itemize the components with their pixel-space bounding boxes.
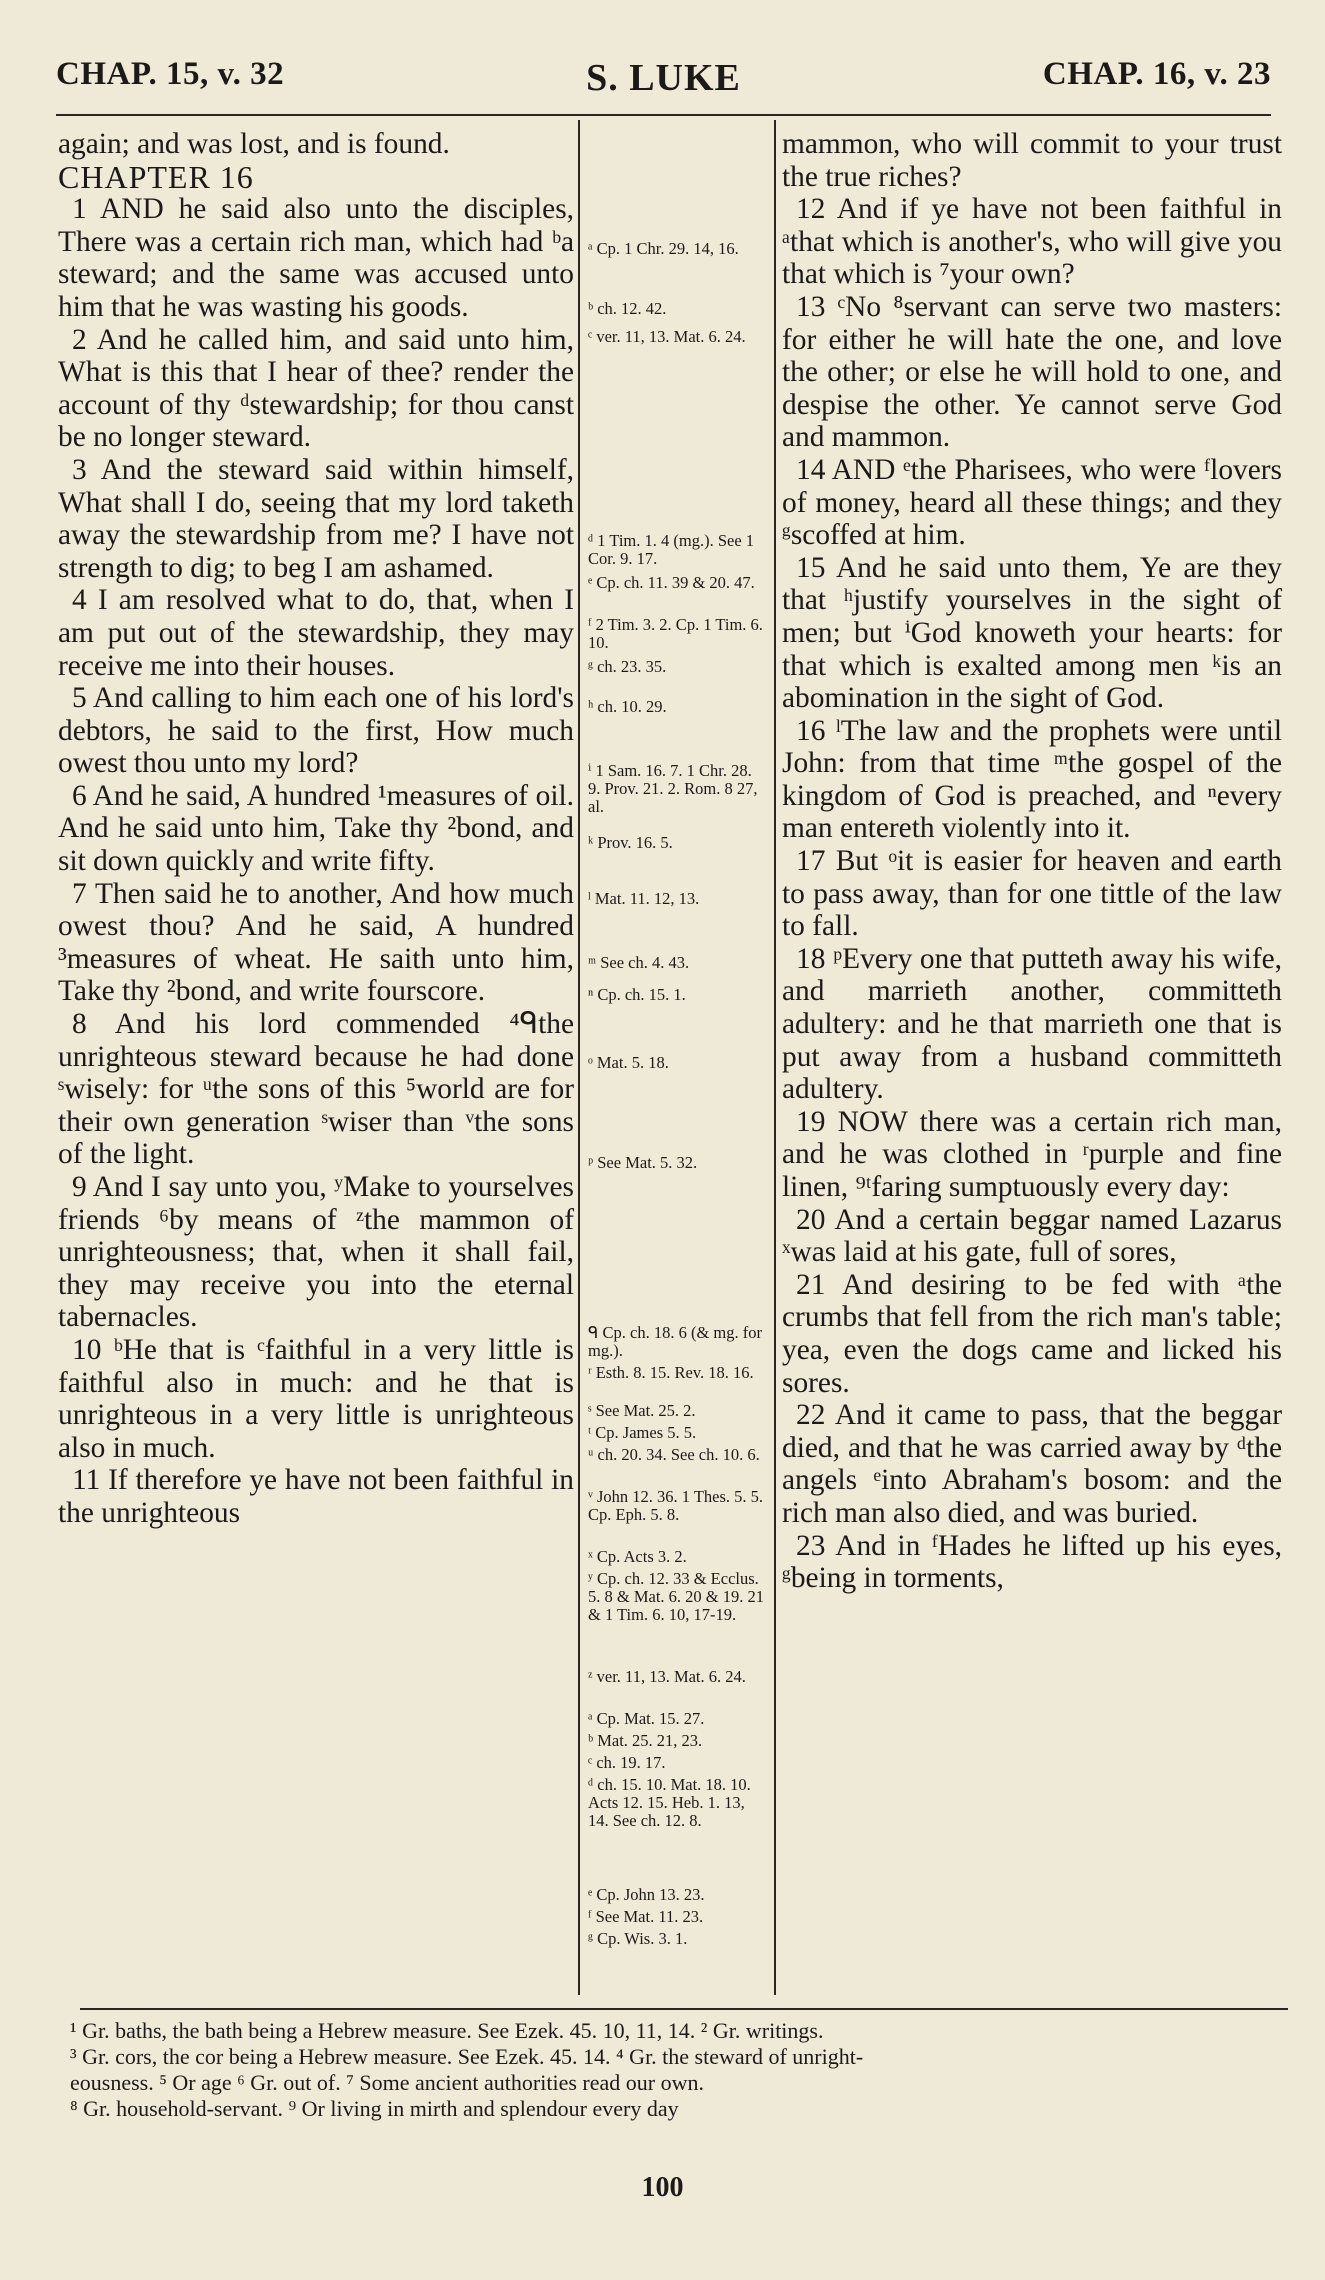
cross-reference: ᵍ ch. 23. 35. <box>588 657 667 676</box>
verse: 22 And it came to pass, that the beggar died, and that he was carried away by ᵈthe angels ᵉinto Abraham's bosom: and the rich man also died, and was buried. <box>782 1399 1282 1529</box>
verse: 21 And desiring to be fed with ᵃthe crumbs that fell from the rich man's table; yea, even the dogs came and licked his sores. <box>782 1268 1282 1399</box>
cross-reference: ᑫ Cp. ch. 18. 6 (& mg. for mg.). <box>588 1323 762 1360</box>
footnote-line: eousness. ⁵ Or age ⁶ Gr. out of. ⁷ Some ancient authorities read our own. <box>70 2070 704 2095</box>
verse: 4 I am resolved what to do, that, when I am put out of the stewardship, they may receive me into their houses. <box>58 584 574 682</box>
page-number: 100 <box>641 2172 684 2203</box>
cross-reference: ᵈ ch. 15. 10. Mat. 18. 10. Acts 12. 15. Heb. 1. 13, 14. See ch. 12. 8. <box>588 1775 751 1830</box>
cross-reference: ᵈ 1 Tim. 1. 4 (mg.). See 1 Cor. 9. 17. <box>588 531 755 568</box>
header-title: S. LUKE <box>586 57 741 99</box>
cross-reference: ˢ See Mat. 25. 2. <box>588 1401 696 1420</box>
cross-reference: ʰ ch. 10. 29. <box>588 697 667 716</box>
verse: 9 And I say unto you, ʸMake to yourselves friends ⁶by means of ᶻthe mammon of unrighteousness; that, when it shall fail, they may receive you into the eternal tabernacles. <box>58 1171 574 1334</box>
footnote-line: ¹ Gr. baths, the bath being a Hebrew measure. See Ezek. 45. 10, 11, 14. ² Gr. writings. <box>70 2018 824 2043</box>
cross-reference: ᵖ See Mat. 5. 32. <box>588 1153 698 1172</box>
cross-reference: ᶜ ch. 19. 17. <box>588 1753 666 1772</box>
column-divider-left <box>578 120 580 1995</box>
verse: 12 And if ye have not been faithful in ᵃthat which is another's, who will give you that which is ⁷your own? <box>782 193 1282 291</box>
cross-reference: ᵇ Mat. 25. 21, 23. <box>588 1731 703 1750</box>
cross-reference: ᵃ Cp. 1 Chr. 29. 14, 16. <box>588 239 739 258</box>
verse: 19 NOW there was a certain rich man, and he was clothed in ʳpurple and fine linen, ⁹ᵗfaring sumptuously every day: <box>782 1105 1282 1203</box>
verse: 23 And in ᶠHades he lifted up his eyes, ᵍbeing in torments, <box>782 1529 1282 1595</box>
verse: 7 Then said he to another, And how much owest thou? And he said, A hundred ³measures of wheat. He saith unto him, Take thy ²bond, and write fourscore. <box>58 877 574 1008</box>
header-left: CHAP. 15, v. 32 <box>56 56 285 92</box>
cross-reference: ˡ Mat. 11. 12, 13. <box>588 889 700 908</box>
cross-reference: ˣ Cp. Acts 3. 2. <box>588 1547 687 1566</box>
cross-reference: ᶠ See Mat. 11. 23. <box>588 1907 704 1926</box>
running-head <box>56 56 1271 112</box>
cross-reference: ᵉ Cp. John 13. 23. <box>588 1885 705 1904</box>
cross-reference: ᵒ Mat. 5. 18. <box>588 1053 669 1072</box>
cross-reference: ⁱ 1 Sam. 16. 7. 1 Chr. 28. 9. Prov. 21. 2. Rom. 8 27, al. <box>588 761 758 816</box>
right-text-column <box>782 128 1282 1595</box>
footnote-line: ⁸ Gr. household-servant. ⁹ Or living in mirth and splendour every day <box>70 2096 679 2121</box>
verse: 14 AND ᵉthe Pharisees, who were ᶠlovers of money, heard all these things; and they ᵍscoffed at him. <box>782 453 1282 552</box>
chapter-title: CHAPTER 16 <box>58 158 254 195</box>
verse: 18 ᵖEvery one that putteth away his wife, and marrieth another, committeth adultery: and he that marrieth one that is put away from a husband committeth adultery. <box>782 942 1282 1106</box>
cross-reference: ᵍ Cp. Wis. 3. 1. <box>588 1929 688 1948</box>
column-divider-right <box>774 120 776 1995</box>
cross-reference-column <box>588 128 768 1998</box>
cross-reference: ᵃ Cp. Mat. 15. 27. <box>588 1709 705 1728</box>
cross-reference: ᵛ John 12. 36. 1 Thes. 5. 5. Cp. Eph. 5. 8. <box>588 1487 764 1524</box>
verse: 2 And he called him, and said unto him, What is this that I hear of thee? render the account of thy ᵈstewardship; for thou canst be no longer steward. <box>58 323 574 454</box>
verse: 6 And he said, A hundred ¹measures of oil. And he said unto him, Take thy ²bond, and sit down quickly and write fifty. <box>58 779 574 878</box>
cross-reference: ʳ Esth. 8. 15. Rev. 18. 16. <box>588 1363 754 1382</box>
verse: 1 AND he said also unto the disciples, There was a certain rich man, which had ᵇa steward; and the same was accused unto him that he was wasting his goods. <box>58 193 574 323</box>
cross-reference: ᵘ ch. 20. 34. See ch. 10. 6. <box>588 1445 760 1464</box>
verse: 16 ˡThe law and the prophets were until John: from that time ᵐthe gospel of the kingdom of God is preached, and ⁿevery man entereth violently into it. <box>782 714 1282 845</box>
header-right: CHAP. 16, v. 23 <box>1042 56 1271 92</box>
verse: 5 And calling to him each one of his lord's debtors, he said to the first, How much owest thou unto my lord? <box>58 682 574 780</box>
footnotes <box>70 2018 1295 2122</box>
verse: 8 And his lord commended ⁴ᑫthe unrighteous steward because he had done ˢwisely: for ᵘthe sons of this ⁵world are for their own generation ˢwiser than ᵛthe sons of the light. <box>58 1008 574 1171</box>
cross-reference: ᶠ 2 Tim. 3. 2. Cp. 1 Tim. 6. 10. <box>588 615 763 652</box>
verse: 17 But ᵒit is easier for heaven and earth to pass away, than for one tittle of the law to fall. <box>782 845 1282 943</box>
verse: 15 And he said unto them, Ye are they that ʰjustify yourselves in the sight of men; but ⁱGod knoweth your hearts: for that which is exalted among men ᵏis an abomination in the sight of God. <box>782 551 1282 715</box>
cross-reference: ᵇ ch. 12. 42. <box>588 299 667 318</box>
verse: 20 And a certain beggar named Lazarus ˣwas laid at his gate, full of sores, <box>782 1203 1282 1269</box>
header-rule <box>56 114 1271 116</box>
cross-reference: ᵏ Prov. 16. 5. <box>588 833 673 852</box>
verse: 11 If therefore ye have not been faithful in the unrighteous <box>58 1464 574 1529</box>
verse: 13 ᶜNo ⁸servant can serve two masters: for either he will hate the one, and love the other; or else he will hold to one, and despise the other. Ye cannot serve God and mammon. <box>782 290 1282 454</box>
continuation-text: mammon, who will commit to your trust the true riches? <box>782 128 1282 193</box>
footnote-line: ³ Gr. cors, the cor being a Hebrew measure. See Ezek. 45. 14. ⁴ Gr. the steward of unright- <box>70 2044 864 2069</box>
footnote-rule <box>80 2008 1288 2010</box>
left-text-column <box>58 128 574 1530</box>
cross-reference: ᵗ Cp. James 5. 5. <box>588 1423 697 1442</box>
cross-reference: ʸ Cp. ch. 12. 33 & Ecclus. 5. 8 & Mat. 6. 20 & 19. 21 & 1 Tim. 6. 10, 17-19. <box>588 1569 764 1624</box>
cross-reference: ⁿ Cp. ch. 15. 1. <box>588 985 686 1004</box>
verse: 10 ᵇHe that is ᶜfaithful in a very little is faithful also in much: and he that is unrighteous in a very little is unrighteous also in much. <box>58 1333 574 1464</box>
verse: 3 And the steward said within himself, What shall I do, seeing that my lord taketh away the stewardship from me? I have not strength to dig; to beg I am ashamed. <box>58 453 574 584</box>
cross-reference: ᵉ Cp. ch. 11. 39 & 20. 47. <box>588 573 755 592</box>
cross-reference: ᶜ ver. 11, 13. Mat. 6. 24. <box>588 327 746 346</box>
cross-reference: ᶻ ver. 11, 13. Mat. 6. 24. <box>588 1667 746 1686</box>
continuation-text: again; and was lost, and is found. <box>58 128 450 160</box>
cross-reference: ᵐ See ch. 4. 43. <box>588 953 690 972</box>
